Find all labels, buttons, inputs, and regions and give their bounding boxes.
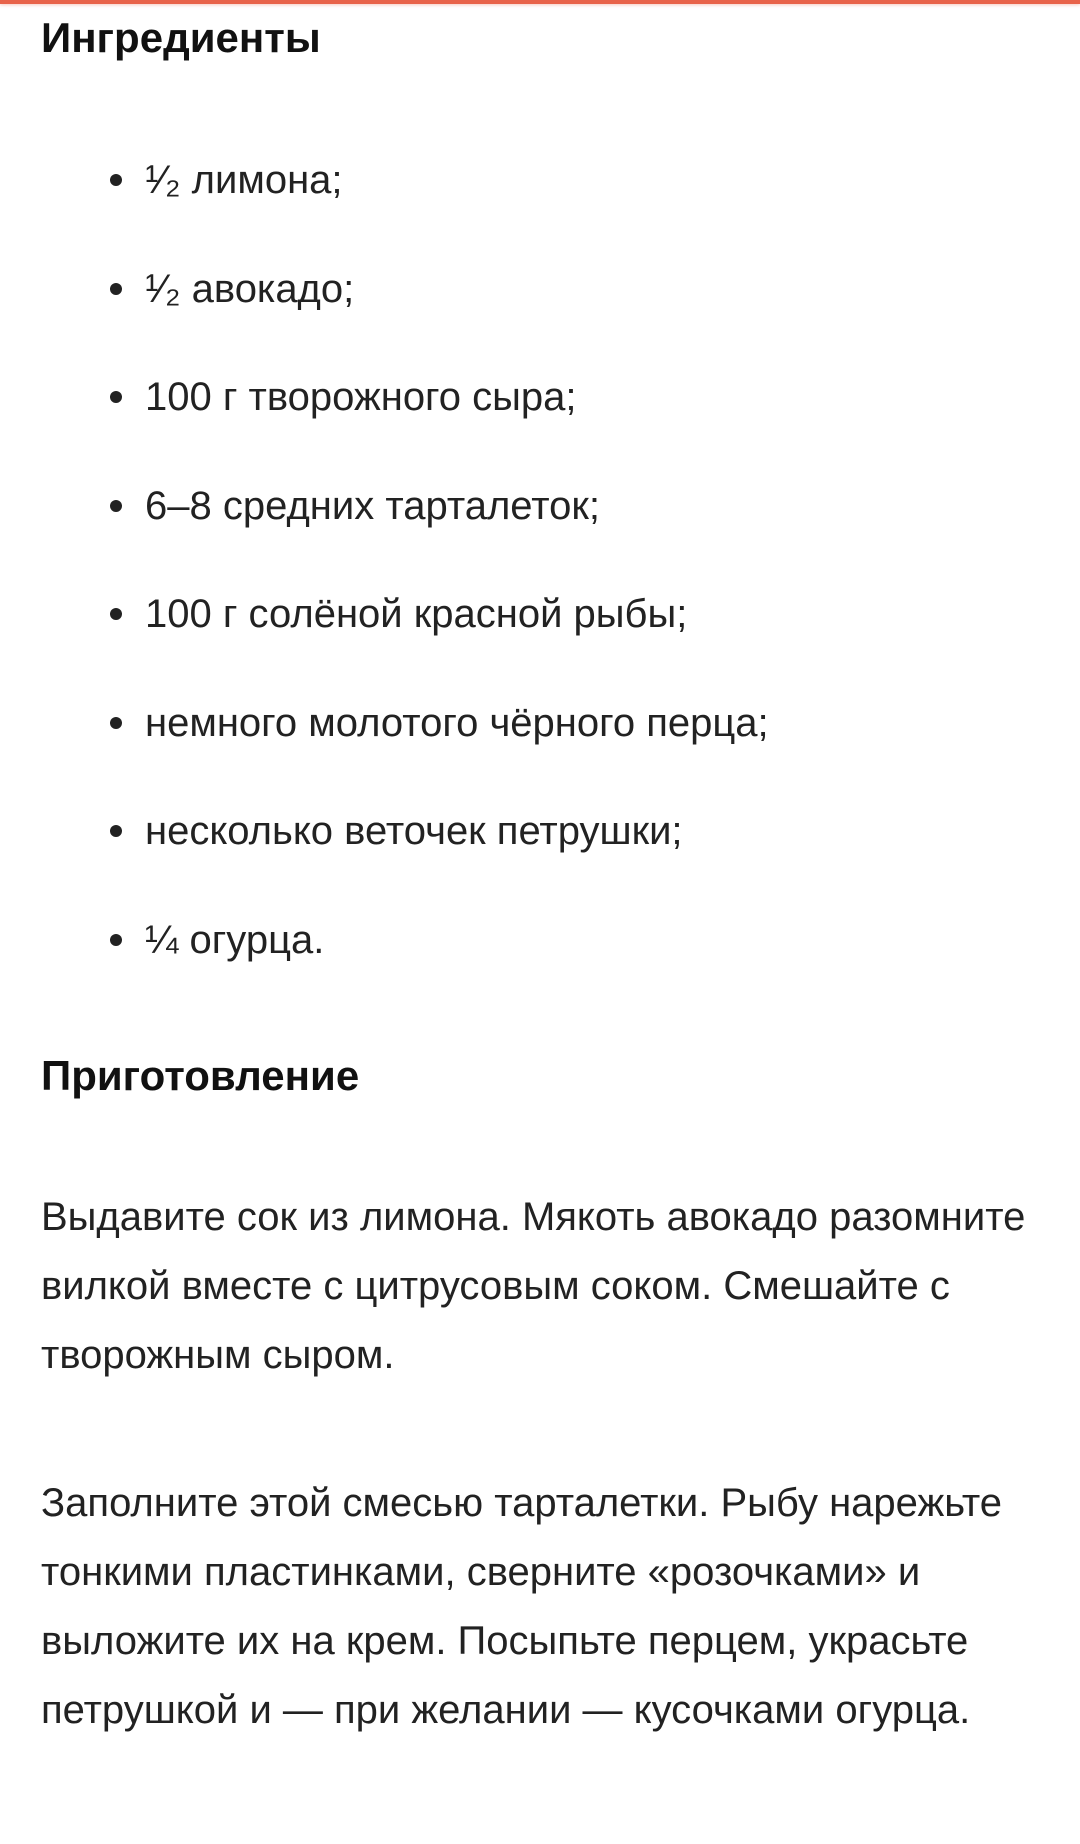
ingredients-list — [41, 150, 1041, 1018]
top-accent-bar — [0, 0, 1080, 4]
ingredient-text: ¼ огурца. — [145, 917, 325, 962]
list-item — [41, 910, 1041, 1019]
bullet-icon — [110, 500, 122, 512]
preparation-heading: Приготовление — [41, 1052, 360, 1099]
ingredient-text: немного молотого чёрного перца; — [145, 700, 769, 745]
ingredient-text: ¹⁄₂ авокадо; — [145, 266, 355, 311]
bullet-icon — [110, 283, 122, 295]
list-item — [41, 367, 1041, 476]
bullet-icon — [110, 174, 122, 186]
bullet-icon — [110, 934, 122, 946]
ingredient-text: 6–8 средних тарталеток; — [145, 483, 600, 528]
bullet-icon — [110, 717, 122, 729]
ingredient-text: 100 г солёной красной рыбы; — [145, 592, 688, 636]
list-item — [41, 693, 1041, 802]
bullet-icon — [110, 825, 122, 837]
ingredient-text: ¹⁄₂ лимона; — [145, 158, 343, 202]
ingredient-text: 100 г творожного сыра; — [145, 375, 577, 419]
preparation-paragraph: Заполните этой смесью тарталетки. Рыбу нарежьте тонкими пластинками, сверните «розочками» и выложите их на крем. Посыпьте перцем, украсьте петрушкой и — при желании — кусочками огурца. — [41, 1481, 1003, 1732]
list-item — [41, 476, 1041, 585]
preparation-paragraph: Выдавите сок из лимона. Мякоть авокадо разомните вилкой вместе с цитрусовым соком. Смешайте с творожным сыром. — [41, 1195, 1026, 1377]
ingredients-heading: Ингредиенты — [41, 14, 321, 61]
list-item — [41, 801, 1041, 910]
list-item — [41, 584, 1041, 693]
bullet-icon — [110, 608, 122, 620]
list-item — [41, 259, 1041, 368]
list-item — [41, 150, 1041, 259]
ingredient-text: несколько веточек петрушки; — [145, 809, 683, 853]
bullet-icon — [110, 391, 122, 403]
